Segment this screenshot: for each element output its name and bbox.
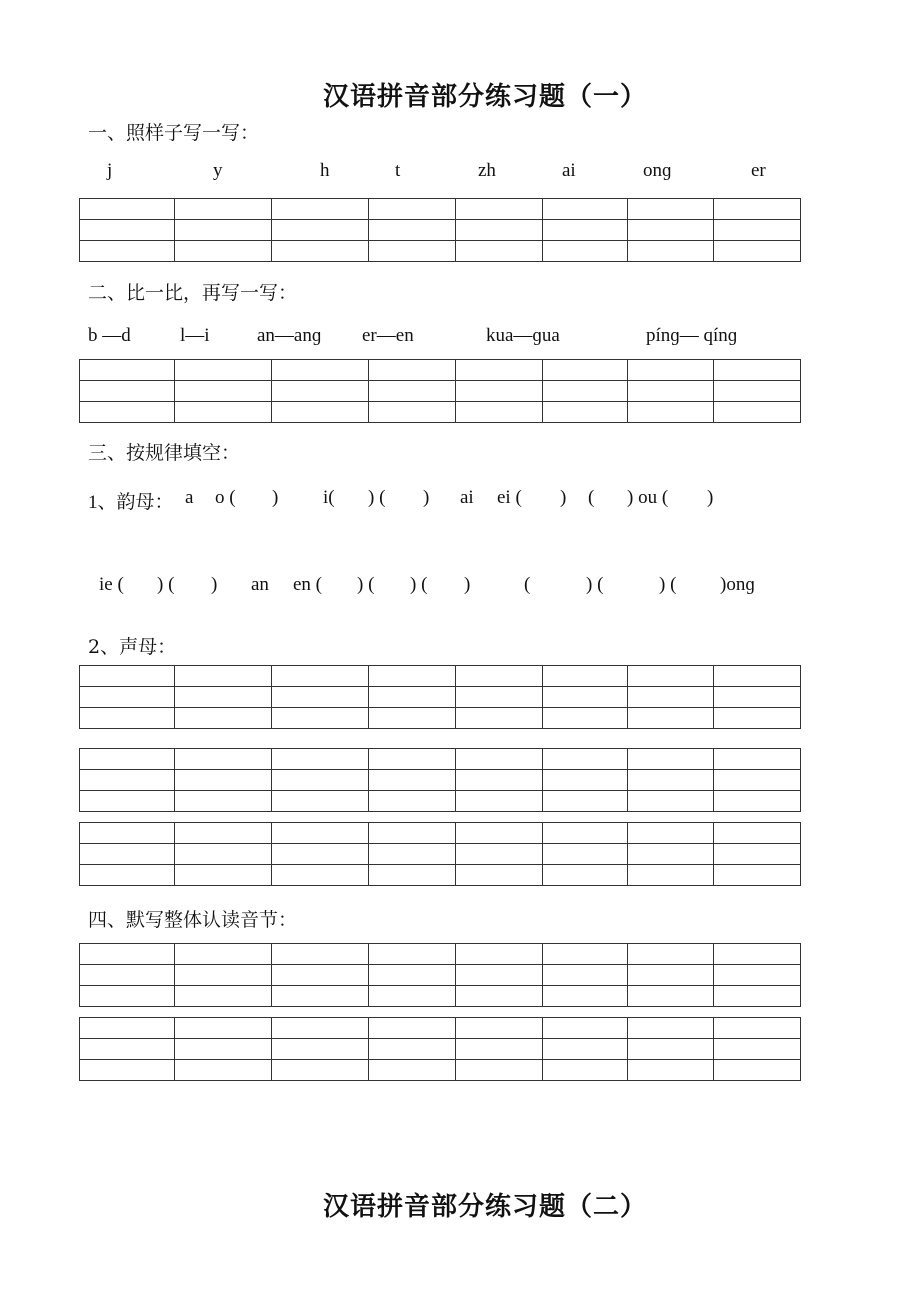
blank-token: ) ( xyxy=(157,574,175,595)
grid-cell[interactable] xyxy=(543,944,628,965)
grid-cell[interactable] xyxy=(456,708,543,729)
grid-cell[interactable] xyxy=(272,381,369,402)
blank-token: ( xyxy=(588,487,595,508)
grid-cell[interactable] xyxy=(175,844,272,865)
grid-cell[interactable] xyxy=(369,687,456,708)
section-1-heading: 一、照样子写一写： xyxy=(88,122,260,144)
grid-cell[interactable] xyxy=(714,791,801,812)
grid-cell[interactable] xyxy=(369,770,456,791)
grid-cell[interactable] xyxy=(175,666,272,687)
grid-cell[interactable] xyxy=(369,749,456,770)
grid-cell[interactable] xyxy=(369,986,456,1007)
blank-token: a xyxy=(185,487,194,508)
grid-row xyxy=(80,770,801,791)
grid-cell[interactable] xyxy=(80,770,175,791)
grid-row xyxy=(80,1039,801,1060)
grid-cell[interactable] xyxy=(543,220,628,241)
grid-cell[interactable] xyxy=(175,823,272,844)
grid-cell[interactable] xyxy=(272,791,369,812)
grid-row xyxy=(80,402,801,423)
grid-cell[interactable] xyxy=(456,1060,543,1081)
grid-cell[interactable] xyxy=(714,1039,801,1060)
grid-cell[interactable] xyxy=(175,402,272,423)
section-2-heading: 二、比一比，再写一写： xyxy=(88,282,298,304)
grid-row xyxy=(80,1018,801,1039)
grid-cell[interactable] xyxy=(80,965,175,986)
grid-cell[interactable] xyxy=(80,381,175,402)
grid-cell[interactable] xyxy=(456,199,543,220)
writing-grid-2[interactable] xyxy=(79,359,801,423)
grid-cell[interactable] xyxy=(543,402,628,423)
grid-cell[interactable] xyxy=(175,1060,272,1081)
section-3-heading: 三、按规律填空： xyxy=(88,442,241,464)
grid-cell[interactable] xyxy=(369,823,456,844)
compare-pair: an—anɡ xyxy=(257,325,322,346)
grid-cell[interactable] xyxy=(272,749,369,770)
grid-row xyxy=(80,241,801,262)
blank-token: ) ( xyxy=(357,574,375,595)
page-title-1: 汉语拼音部分练习题（一） xyxy=(322,82,647,112)
grid-cell[interactable] xyxy=(272,402,369,423)
grid-cell[interactable] xyxy=(456,749,543,770)
blank-token: ) ( xyxy=(368,487,386,508)
grid-cell[interactable] xyxy=(80,1018,175,1039)
grid-cell[interactable] xyxy=(369,220,456,241)
grid-cell[interactable] xyxy=(456,220,543,241)
writing-grid-1[interactable] xyxy=(79,198,801,262)
example-letter: t xyxy=(395,160,401,181)
grid-row xyxy=(80,220,801,241)
grid-cell[interactable] xyxy=(80,986,175,1007)
grid-cell[interactable] xyxy=(714,687,801,708)
grid-cell[interactable] xyxy=(175,220,272,241)
grid-cell[interactable] xyxy=(628,770,714,791)
grid-cell[interactable] xyxy=(369,791,456,812)
grid-cell[interactable] xyxy=(628,1060,714,1081)
grid-cell[interactable] xyxy=(272,844,369,865)
grid-cell[interactable] xyxy=(543,823,628,844)
grid-cell[interactable] xyxy=(628,1039,714,1060)
blank-token: ie ( xyxy=(99,574,124,595)
grid-cell[interactable] xyxy=(80,220,175,241)
blank-token: i( xyxy=(323,487,335,508)
grid-cell[interactable] xyxy=(543,770,628,791)
blank-token: ) xyxy=(211,574,218,595)
blank-token: ) xyxy=(560,487,567,508)
writing-grid-6[interactable] xyxy=(79,943,801,1007)
grid-cell[interactable] xyxy=(628,865,714,886)
grid-cell[interactable] xyxy=(714,402,801,423)
grid-cell[interactable] xyxy=(175,770,272,791)
grid-row xyxy=(80,381,801,402)
grid-cell[interactable] xyxy=(369,708,456,729)
grid-cell[interactable] xyxy=(628,241,714,262)
grid-cell[interactable] xyxy=(456,381,543,402)
grid-row xyxy=(80,360,801,381)
grid-cell[interactable] xyxy=(714,844,801,865)
blank-token: o ( xyxy=(215,487,236,508)
grid-cell[interactable] xyxy=(714,241,801,262)
grid-row xyxy=(80,666,801,687)
grid-cell[interactable] xyxy=(272,241,369,262)
grid-cell[interactable] xyxy=(80,360,175,381)
grid-cell[interactable] xyxy=(80,708,175,729)
grid-cell[interactable] xyxy=(543,791,628,812)
grid-cell[interactable] xyxy=(80,844,175,865)
grid-cell[interactable] xyxy=(272,687,369,708)
grid-cell[interactable] xyxy=(628,381,714,402)
blank-token: ) xyxy=(272,487,279,508)
grid-cell[interactable] xyxy=(714,823,801,844)
grid-cell[interactable] xyxy=(714,220,801,241)
grid-cell[interactable] xyxy=(456,1018,543,1039)
grid-cell[interactable] xyxy=(272,708,369,729)
grid-cell[interactable] xyxy=(272,944,369,965)
grid-cell[interactable] xyxy=(456,865,543,886)
example-letter: onɡ xyxy=(643,160,672,181)
initials-label: 2、声母： xyxy=(88,636,177,658)
grid-cell[interactable] xyxy=(80,1060,175,1081)
grid-cell[interactable] xyxy=(369,241,456,262)
grid-cell[interactable] xyxy=(628,944,714,965)
grid-row xyxy=(80,708,801,729)
grid-cell[interactable] xyxy=(628,791,714,812)
grid-cell[interactable] xyxy=(543,1039,628,1060)
grid-cell[interactable] xyxy=(543,749,628,770)
grid-cell[interactable] xyxy=(543,844,628,865)
blank-token: ai xyxy=(460,487,474,508)
grid-row xyxy=(80,965,801,986)
grid-cell[interactable] xyxy=(543,708,628,729)
grid-cell[interactable] xyxy=(456,1039,543,1060)
grid-cell[interactable] xyxy=(80,944,175,965)
grid-cell[interactable] xyxy=(543,1018,628,1039)
grid-cell[interactable] xyxy=(543,865,628,886)
grid-cell[interactable] xyxy=(628,220,714,241)
grid-row xyxy=(80,844,801,865)
grid-cell[interactable] xyxy=(369,199,456,220)
grid-cell[interactable] xyxy=(369,844,456,865)
grid-cell[interactable] xyxy=(80,402,175,423)
writing-grid-3[interactable] xyxy=(79,665,801,729)
blank-token: ) xyxy=(464,574,471,595)
grid-row xyxy=(80,944,801,965)
grid-cell[interactable] xyxy=(80,1039,175,1060)
grid-cell[interactable] xyxy=(80,791,175,812)
grid-cell[interactable] xyxy=(369,381,456,402)
grid-cell[interactable] xyxy=(80,749,175,770)
example-letter: j xyxy=(107,160,113,181)
grid-cell[interactable] xyxy=(80,823,175,844)
finals-label: 1、韵母： xyxy=(88,492,174,513)
grid-cell[interactable] xyxy=(369,1039,456,1060)
grid-cell[interactable] xyxy=(628,402,714,423)
example-letter: zh xyxy=(478,160,496,181)
grid-cell[interactable] xyxy=(543,965,628,986)
grid-cell[interactable] xyxy=(456,687,543,708)
grid-cell[interactable] xyxy=(369,944,456,965)
example-letter: h xyxy=(320,160,330,181)
grid-row xyxy=(80,791,801,812)
blank-token: an xyxy=(251,574,269,595)
blank-token: ) ou ( xyxy=(627,487,669,508)
grid-cell[interactable] xyxy=(456,944,543,965)
grid-cell[interactable] xyxy=(175,944,272,965)
grid-cell[interactable] xyxy=(714,749,801,770)
grid-row xyxy=(80,749,801,770)
grid-cell[interactable] xyxy=(628,749,714,770)
grid-cell[interactable] xyxy=(628,823,714,844)
grid-cell[interactable] xyxy=(175,360,272,381)
grid-cell[interactable] xyxy=(628,965,714,986)
grid-row xyxy=(80,199,801,220)
grid-cell[interactable] xyxy=(175,381,272,402)
grid-cell[interactable] xyxy=(543,687,628,708)
compare-pair: kua—ɡua xyxy=(486,325,560,346)
grid-cell[interactable] xyxy=(272,823,369,844)
grid-cell[interactable] xyxy=(456,844,543,865)
grid-row xyxy=(80,1060,801,1081)
grid-cell[interactable] xyxy=(272,1039,369,1060)
grid-cell[interactable] xyxy=(175,241,272,262)
grid-cell[interactable] xyxy=(714,986,801,1007)
blank-token: ) ( xyxy=(410,574,428,595)
blank-token: )onɡ xyxy=(720,574,755,595)
grid-cell[interactable] xyxy=(714,865,801,886)
grid-cell[interactable] xyxy=(543,360,628,381)
grid-cell[interactable] xyxy=(456,986,543,1007)
grid-cell[interactable] xyxy=(175,199,272,220)
grid-cell[interactable] xyxy=(456,791,543,812)
blank-token: ( xyxy=(524,574,531,595)
grid-cell[interactable] xyxy=(714,965,801,986)
compare-pair: l—i xyxy=(180,325,210,346)
grid-cell[interactable] xyxy=(456,965,543,986)
grid-cell[interactable] xyxy=(369,402,456,423)
grid-cell[interactable] xyxy=(714,1018,801,1039)
grid-row xyxy=(80,687,801,708)
compare-pair: er—en xyxy=(362,325,414,346)
grid-cell[interactable] xyxy=(369,360,456,381)
grid-cell[interactable] xyxy=(80,241,175,262)
grid-cell[interactable] xyxy=(175,865,272,886)
compare-pair: pínɡ— qínɡ xyxy=(646,325,738,346)
grid-cell[interactable] xyxy=(714,708,801,729)
grid-cell[interactable] xyxy=(456,360,543,381)
grid-cell[interactable] xyxy=(628,1018,714,1039)
grid-cell[interactable] xyxy=(628,687,714,708)
example-letter: ai xyxy=(562,160,576,181)
grid-cell[interactable] xyxy=(175,986,272,1007)
grid-cell[interactable] xyxy=(272,965,369,986)
grid-cell[interactable] xyxy=(175,749,272,770)
grid-cell[interactable] xyxy=(714,199,801,220)
grid-cell[interactable] xyxy=(628,666,714,687)
grid-cell[interactable] xyxy=(80,687,175,708)
grid-cell[interactable] xyxy=(714,1060,801,1081)
writing-grid-7[interactable] xyxy=(79,1017,801,1081)
grid-cell[interactable] xyxy=(543,1060,628,1081)
grid-cell[interactable] xyxy=(628,844,714,865)
grid-cell[interactable] xyxy=(272,220,369,241)
grid-cell[interactable] xyxy=(272,666,369,687)
example-letter: y xyxy=(213,160,223,181)
grid-cell[interactable] xyxy=(628,986,714,1007)
grid-cell[interactable] xyxy=(714,666,801,687)
grid-cell[interactable] xyxy=(175,1018,272,1039)
grid-cell[interactable] xyxy=(369,865,456,886)
writing-grid-5[interactable] xyxy=(79,822,801,886)
compare-pair: b —d xyxy=(88,325,131,346)
grid-cell[interactable] xyxy=(456,666,543,687)
grid-cell[interactable] xyxy=(628,708,714,729)
grid-cell[interactable] xyxy=(543,986,628,1007)
example-letter: er xyxy=(751,160,766,181)
grid-cell[interactable] xyxy=(543,381,628,402)
grid-cell[interactable] xyxy=(272,770,369,791)
blank-token: en ( xyxy=(293,574,323,595)
grid-cell[interactable] xyxy=(714,381,801,402)
grid-cell[interactable] xyxy=(175,791,272,812)
grid-cell[interactable] xyxy=(272,199,369,220)
blank-token: ei ( xyxy=(497,487,522,508)
section-4-heading: 四、默写整体认读音节： xyxy=(88,909,298,931)
grid-cell[interactable] xyxy=(175,965,272,986)
grid-cell[interactable] xyxy=(369,1060,456,1081)
grid-cell[interactable] xyxy=(175,687,272,708)
grid-row xyxy=(80,865,801,886)
grid-cell[interactable] xyxy=(272,1018,369,1039)
grid-cell[interactable] xyxy=(628,360,714,381)
blank-token: ) ( xyxy=(586,574,604,595)
grid-cell[interactable] xyxy=(272,1060,369,1081)
grid-cell[interactable] xyxy=(272,986,369,1007)
grid-cell[interactable] xyxy=(369,1018,456,1039)
page-title-2: 汉语拼音部分练习题（二） xyxy=(322,1192,647,1222)
grid-cell[interactable] xyxy=(714,944,801,965)
grid-cell[interactable] xyxy=(175,708,272,729)
grid-cell[interactable] xyxy=(456,241,543,262)
grid-cell[interactable] xyxy=(272,360,369,381)
writing-grid-4[interactable] xyxy=(79,748,801,812)
grid-cell[interactable] xyxy=(543,241,628,262)
grid-cell[interactable] xyxy=(456,402,543,423)
grid-cell[interactable] xyxy=(628,199,714,220)
grid-cell[interactable] xyxy=(456,770,543,791)
blank-token: ) xyxy=(707,487,714,508)
grid-row xyxy=(80,986,801,1007)
grid-cell[interactable] xyxy=(175,1039,272,1060)
grid-cell[interactable] xyxy=(714,360,801,381)
grid-cell[interactable] xyxy=(80,666,175,687)
grid-cell[interactable] xyxy=(369,666,456,687)
grid-cell[interactable] xyxy=(369,965,456,986)
grid-cell[interactable] xyxy=(80,865,175,886)
grid-cell[interactable] xyxy=(456,823,543,844)
grid-cell[interactable] xyxy=(80,199,175,220)
grid-row xyxy=(80,823,801,844)
grid-cell[interactable] xyxy=(272,865,369,886)
grid-cell[interactable] xyxy=(543,199,628,220)
blank-token: ) ( xyxy=(659,574,677,595)
grid-cell[interactable] xyxy=(543,666,628,687)
grid-cell[interactable] xyxy=(714,770,801,791)
blank-token: ) xyxy=(423,487,430,508)
